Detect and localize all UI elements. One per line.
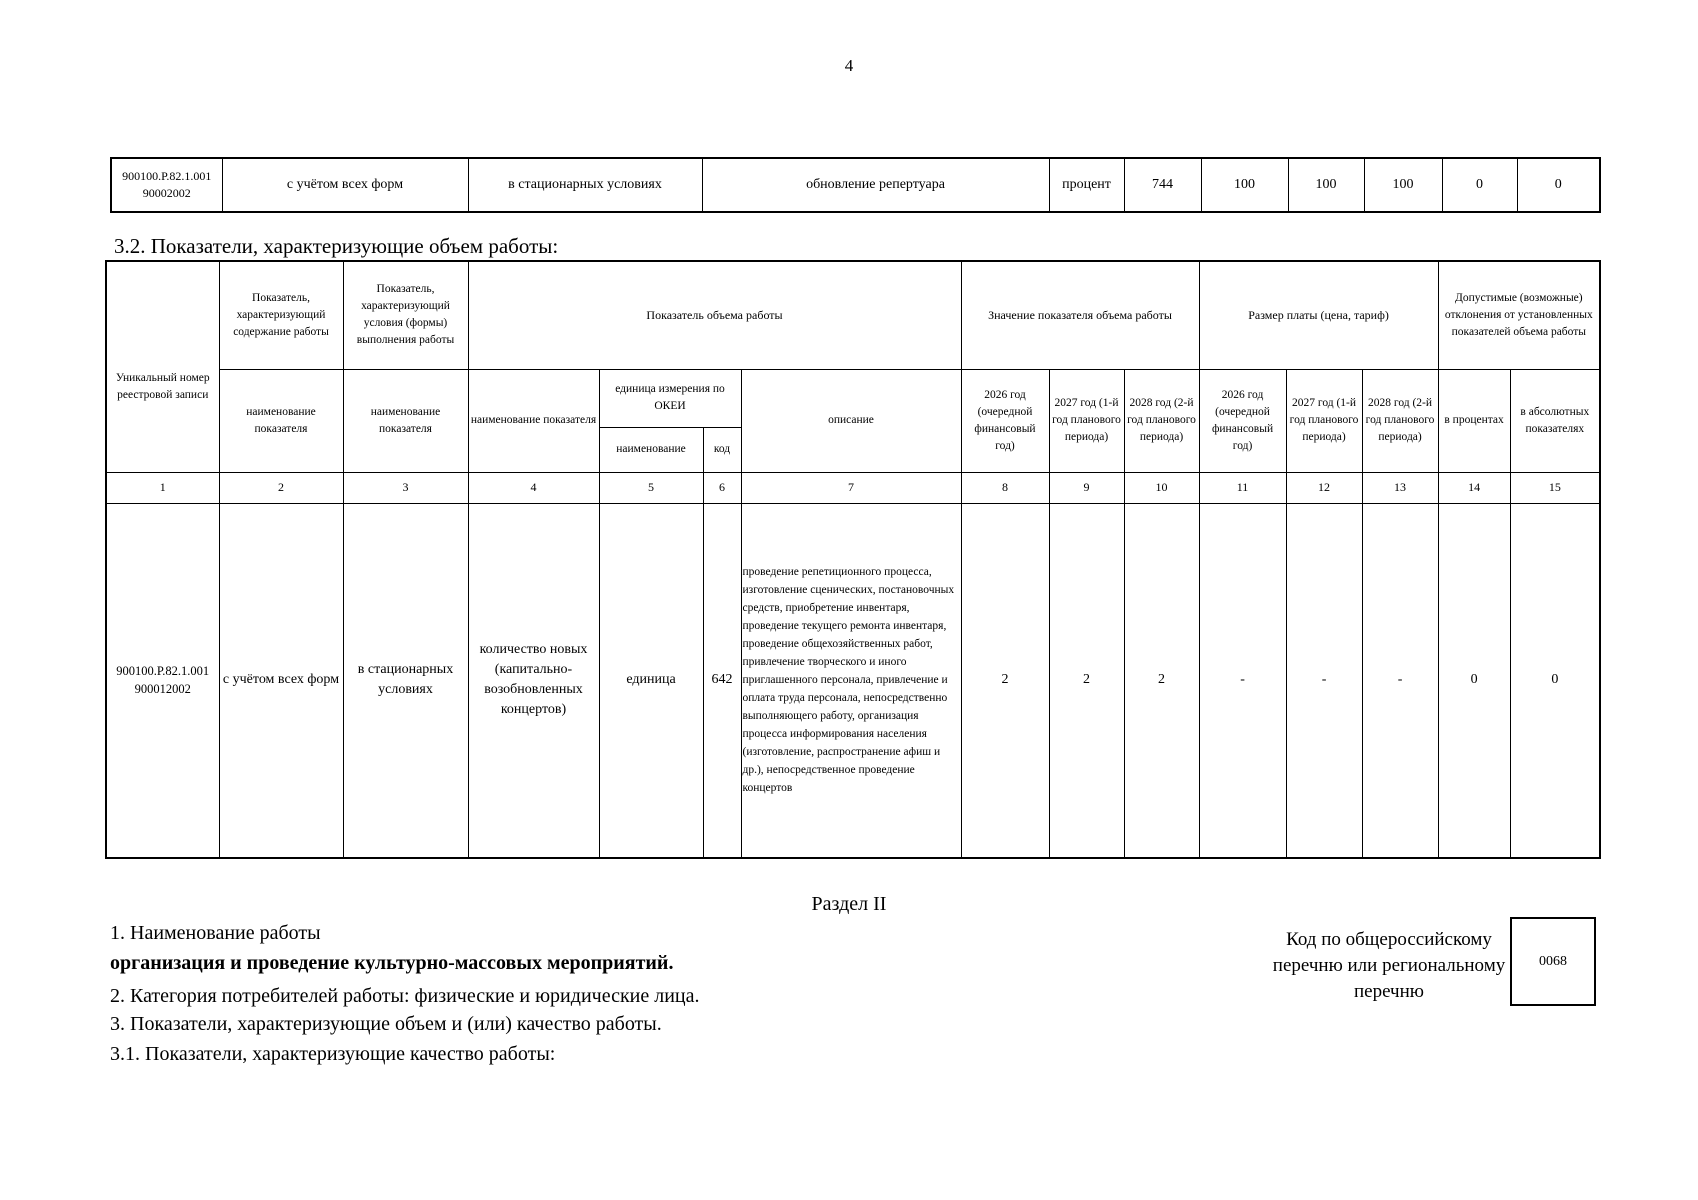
column-numbers-row	[106, 472, 1600, 503]
header-deviation-group: Допустимые (возможные) отклонения от установленных показателей объема работы	[1438, 261, 1600, 369]
header-okei-code: код	[703, 427, 741, 472]
header-content-group: Показатель, характеризующий содержание работы	[219, 261, 343, 369]
content-indicator: с учётом всех форм	[222, 158, 468, 212]
column-number: 6	[703, 472, 741, 503]
volume-heading: 3.2. Показатели, характеризующие объем работы:	[114, 234, 559, 258]
column-number: 1	[106, 472, 219, 503]
registry-number: 900100.Р.82.1.001 900012002	[106, 503, 219, 858]
conditions-indicator: в стационарных условиях	[343, 503, 468, 858]
column-number: 9	[1049, 472, 1124, 503]
volume-indicator: количество новых (капитально-возобновленных концертов)	[468, 503, 599, 858]
column-number: 3	[343, 472, 468, 503]
deviation-absolute: 0	[1510, 503, 1600, 858]
deviation-percent: 0	[1438, 503, 1510, 858]
quality-indicators-heading: 3.1. Показатели, характеризующие качество работы:	[110, 1043, 556, 1065]
header-registry: Уникальный номер реестровой записи	[106, 261, 219, 472]
header-volume-group: Показатель объема работы	[468, 261, 961, 369]
header-description: описание	[741, 369, 961, 472]
unit-name: процент	[1049, 158, 1124, 212]
header-content-name: наименование показателя	[219, 369, 343, 472]
section-title: Раздел II	[811, 893, 887, 915]
unit-code: 744	[1124, 158, 1201, 212]
registry-number: 900100.Р.82.1.001 90002002	[111, 158, 222, 212]
fee-2027: -	[1286, 503, 1362, 858]
value-2026: 2	[961, 503, 1049, 858]
header-volume-name: наименование показателя	[468, 369, 599, 472]
column-number: 12	[1286, 472, 1362, 503]
value-2028: 2	[1124, 503, 1199, 858]
header-fee-2027: 2027 год (1-й год планового периода)	[1286, 369, 1362, 472]
quality-indicator: обновление репертуара	[702, 158, 1049, 212]
value-2027: 100	[1288, 158, 1364, 212]
column-number: 4	[468, 472, 599, 503]
volume-table	[105, 260, 1601, 859]
header-conditions-group: Показатель, характеризующий условия (формы) выполнения работы	[343, 261, 468, 369]
header-value-group: Значение показателя объема работы	[961, 261, 1199, 369]
conditions-indicator: в стационарных условиях	[468, 158, 702, 212]
content-indicator: с учётом всех форм	[219, 503, 343, 858]
header-okei-name: наименование	[599, 427, 703, 472]
column-number: 14	[1438, 472, 1510, 503]
value-2026: 100	[1201, 158, 1288, 212]
column-number: 5	[599, 472, 703, 503]
header-dev-percent: в процентах	[1438, 369, 1510, 472]
table-row	[106, 261, 1600, 369]
header-value-2026: 2026 год (очередной финансовый год)	[961, 369, 1049, 472]
work-name: организация и проведение культурно-массовых мероприятий.	[110, 952, 674, 974]
value-2028: 100	[1364, 158, 1442, 212]
header-value-2028: 2028 год (2-й год планового периода)	[1124, 369, 1199, 472]
column-number: 11	[1199, 472, 1286, 503]
registry-code-box	[1510, 917, 1596, 1006]
column-number: 13	[1362, 472, 1438, 503]
registry-code-label: Код по общероссийскому перечню или региональному перечню	[1272, 929, 1506, 1002]
column-number: 7	[741, 472, 961, 503]
page-number: 4	[844, 56, 854, 75]
work-name-label: 1. Наименование работы	[110, 922, 321, 944]
header-value-2027: 2027 год (1-й год планового периода)	[1049, 369, 1124, 472]
consumer-category: 2. Категория потребителей работы: физические и юридические лица.	[110, 985, 700, 1007]
indicators-heading: 3. Показатели, характеризующие объем и (или) качество работы.	[110, 1013, 662, 1035]
fee-2026: -	[1199, 503, 1286, 858]
value-2027: 2	[1049, 503, 1124, 858]
table-row	[111, 158, 1600, 212]
header-dev-absolute: в абсолютных показателях	[1510, 369, 1600, 472]
header-fee-group: Размер платы (цена, тариф)	[1199, 261, 1438, 369]
header-fee-2028: 2028 год (2-й год планового периода)	[1362, 369, 1438, 472]
work-description: проведение репетиционного процесса, изготовление сценических, постановочных средств, приобретение инвентаря, проведение текущего ремонта инвентаря, проведение общехозяйственных работ, привлечение творческого и иного приглашенного персонала, привлечение и оплата труда персонала, непосредственно выполняющего работу, организация процесса информирования населения (изготовление, распространение афиш и др.), непосредственное проведение концертов	[741, 503, 961, 858]
header-okei: единица измерения по ОКЕИ	[599, 369, 741, 427]
table-row	[106, 369, 1600, 427]
deviation-percent: 0	[1442, 158, 1517, 212]
column-number: 2	[219, 472, 343, 503]
registry-code-value: 0068	[1539, 953, 1567, 969]
unit-code: 642	[703, 503, 741, 858]
column-number: 15	[1510, 472, 1600, 503]
quality-table-continuation	[110, 157, 1601, 213]
column-number: 10	[1124, 472, 1199, 503]
header-fee-2026: 2026 год (очередной финансовый год)	[1199, 369, 1286, 472]
column-number: 8	[961, 472, 1049, 503]
fee-2028: -	[1362, 503, 1438, 858]
deviation-absolute: 0	[1517, 158, 1600, 212]
table-row	[106, 503, 1600, 858]
header-conditions-name: наименование показателя	[343, 369, 468, 472]
unit-name: единица	[599, 503, 703, 858]
